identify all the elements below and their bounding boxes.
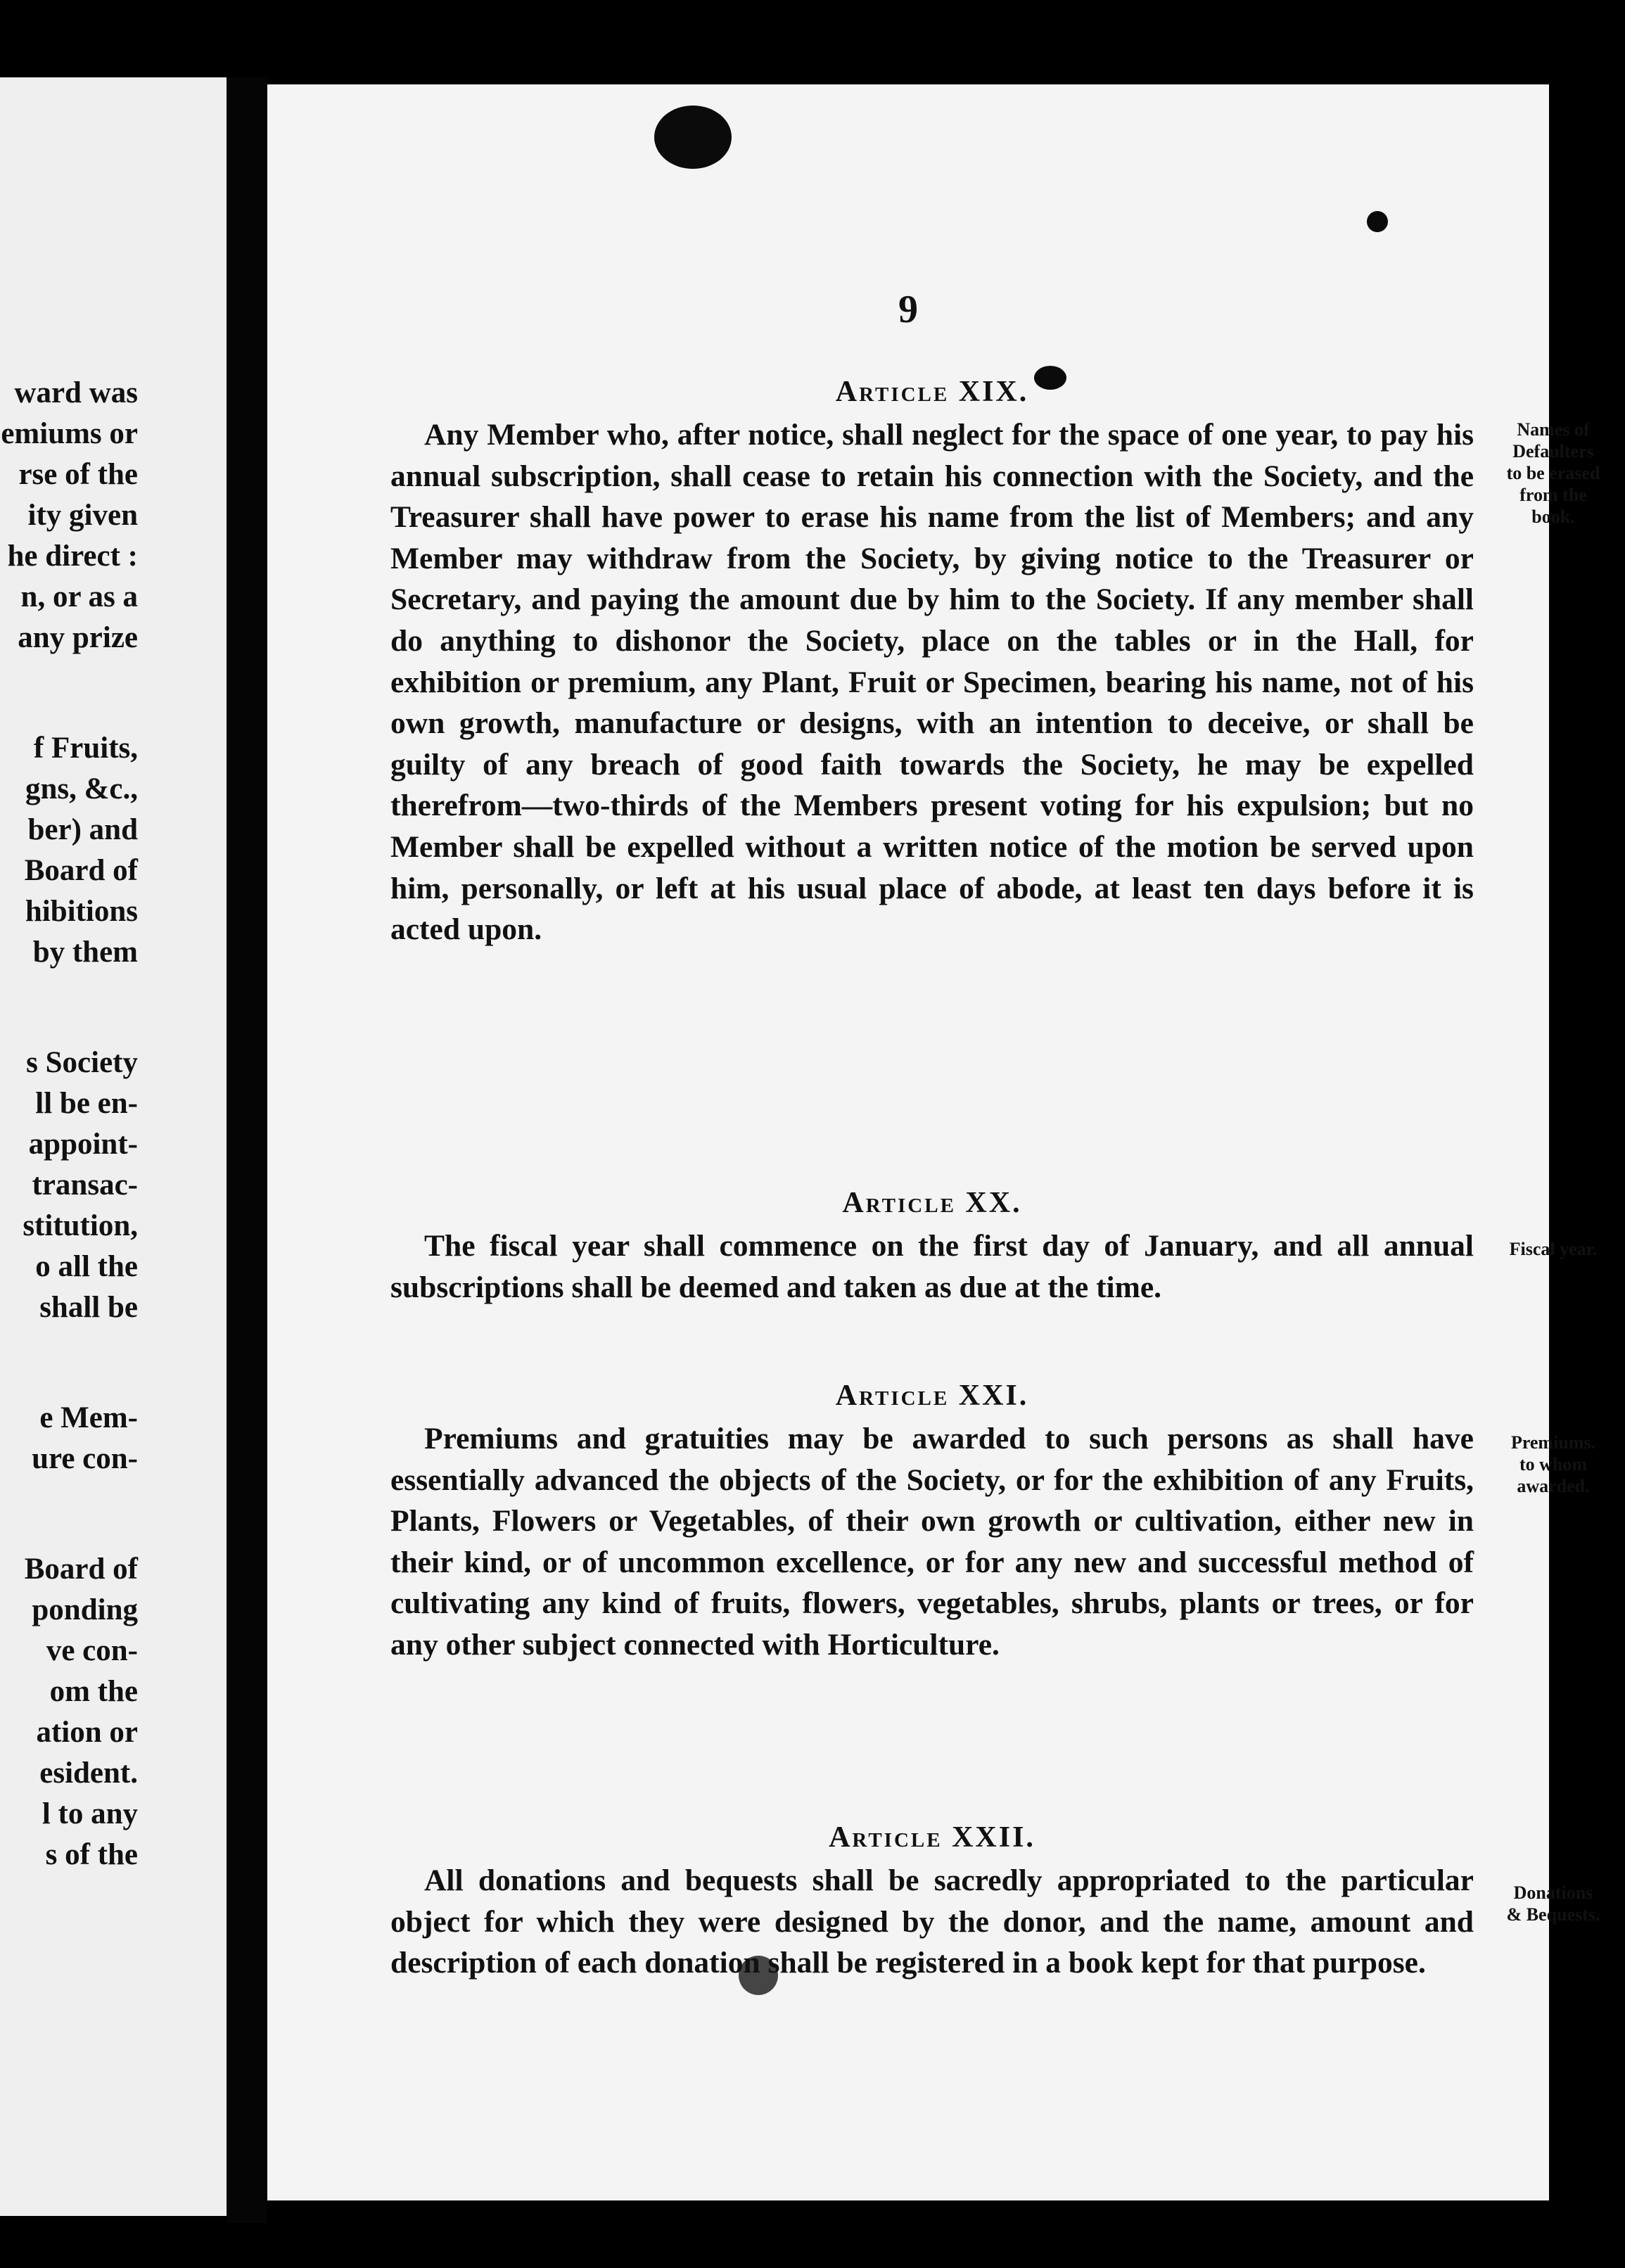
article-title: Article XXII. xyxy=(829,1821,1035,1854)
article-title: Article XXI. xyxy=(835,1380,1029,1412)
article-body: The fiscal year shall commence on the first day of January, and all annual subscriptions shall be deemed and taken as due at the time. xyxy=(390,1229,1474,1304)
left-line: ation or xyxy=(36,1716,138,1749)
left-line: Board of xyxy=(24,854,138,887)
margin-note-line: Premiums. xyxy=(1510,1432,1596,1453)
left-line: ber) and xyxy=(27,813,138,846)
left-line: ity given xyxy=(27,499,138,532)
left-line: o all the xyxy=(35,1250,138,1283)
ink-blot xyxy=(1367,211,1388,232)
margin-note-line: awarded. xyxy=(1517,1476,1590,1496)
margin-note-line: from the xyxy=(1519,485,1587,505)
ink-blot xyxy=(654,106,732,169)
article-xxii xyxy=(390,1815,1474,1984)
left-line: hibitions xyxy=(25,895,138,928)
left-line: n, or as a xyxy=(20,580,138,613)
left-line: f Fruits, xyxy=(33,732,138,765)
article-title: Article XIX. xyxy=(835,376,1029,408)
margin-note xyxy=(1481,1432,1625,1497)
left-line: s of the xyxy=(45,1838,138,1871)
article-title: Article XX. xyxy=(842,1187,1022,1219)
left-line: he direct : xyxy=(7,540,138,573)
left-line: shall be xyxy=(39,1291,138,1324)
article-body: Premiums and gratuities may be awarded to such persons as shall have essentially advanced the objects of the Society, or for the exhibition of any Fruits, Plants, Flowers or Vegetables, of their own growth or cultivation, either new in their kind, or of uncommon excellence, or for any new and successful method of cultivating any kind of fruits, flowers, vegetables, shrubs, plants or trees, or for any other subject connected with Horticulture. xyxy=(390,1422,1474,1662)
margin-note-line: & Bequests. xyxy=(1506,1904,1600,1925)
left-line: ponding xyxy=(32,1593,138,1626)
margin-note-line: Fiscal year. xyxy=(1509,1239,1598,1259)
left-line: stitution, xyxy=(23,1209,138,1242)
article-body: Any Member who, after notice, shall neglect for the space of one year, to pay his annual subscription, shall cease to retain his connection with the Society, and the Treasurer shall have power to erase his name from the list of Members; and any Member may withdraw from the Society, by giving notice to the Treasurer or Secretary, and paying the amount due by him to the Society. If any member shall do anything to dishonor the Society, place on the tables or in the Hall, for exhibition or premium, any Plant, Fruit or Specimen, bearing his name, not of his own growth, manufacture or designs, with an intention to deceive, or shall be guilty of any breach of good faith towards the Society, he may be expelled therefrom—two-thirds of the Members present voting for his expulsion; but no Member shall be expelled without a written notice of the motion be served upon him, personally, or left at his usual place of abode, at least ten days before it is acted upon. xyxy=(390,418,1474,947)
left-line: by them xyxy=(32,936,138,969)
left-line: gns, &c., xyxy=(25,772,138,805)
left-line: emiums or xyxy=(1,417,138,450)
left-line: l to any xyxy=(42,1797,138,1830)
margin-note-line: to be erased xyxy=(1506,463,1600,483)
margin-note-line: Donations xyxy=(1513,1882,1593,1903)
left-line: s Society xyxy=(26,1046,138,1079)
left-line: ve con- xyxy=(46,1634,138,1667)
page-9 xyxy=(267,84,1600,2200)
article-xx xyxy=(390,1180,1474,1308)
margin-note xyxy=(1481,1238,1625,1260)
left-line: rse of the xyxy=(18,458,138,491)
left-line: transac- xyxy=(32,1168,138,1202)
margin-note-line: book. xyxy=(1531,507,1575,527)
left-line: e Mem- xyxy=(39,1401,138,1434)
margin-note-line: to whom xyxy=(1519,1454,1588,1474)
margin-note-line: Defaulters xyxy=(1512,441,1594,461)
left-line: any prize xyxy=(18,621,138,654)
margin-note xyxy=(1481,1882,1625,1925)
left-line: ward was xyxy=(14,376,138,409)
facing-page-left xyxy=(0,77,227,2216)
page-number: 9 xyxy=(898,288,918,331)
article-xix xyxy=(390,369,1474,950)
book-spine-gutter xyxy=(227,77,267,2223)
left-line: ll be en- xyxy=(35,1087,138,1120)
left-line: ure con- xyxy=(32,1442,138,1475)
article-xxi xyxy=(390,1373,1474,1666)
left-line: Board of xyxy=(24,1553,138,1586)
left-line: om the xyxy=(49,1675,138,1708)
margin-note-line: Names of xyxy=(1517,419,1590,440)
article-body: All donations and bequests shall be sacredly appropriated to the particular object for which they were designed by the donor, and the name, amount and description of each donation shall be registered in a book kept for that purpose. xyxy=(390,1864,1474,1980)
left-line: appoint- xyxy=(28,1128,138,1161)
facing-page-text xyxy=(1,373,138,1875)
left-line: esident. xyxy=(39,1757,138,1790)
margin-note xyxy=(1481,419,1625,528)
